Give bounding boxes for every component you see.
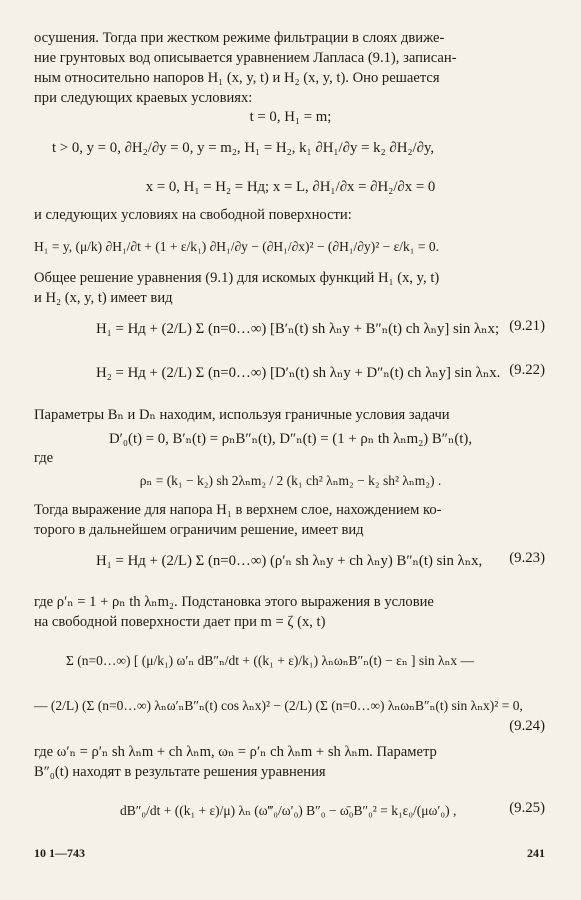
text-line: B″₀(t) находят в результате решения уравнения	[34, 764, 326, 780]
equation: dB″₀/dt + ((k₁ + ε)/μ) λₙ (ω‴₀/ω′₀) B″₀ − ω̄₀B″₀² = k₁ε₀/(μω′₀) ,	[120, 803, 457, 818]
text-line: торого в дальнейшем ограничим решение, имеет вид	[34, 522, 364, 538]
text-line: на свободной поверхности дает при m = ζ (x, t)	[34, 614, 326, 630]
equation-number: (9.23)	[509, 550, 545, 566]
equation: — (2/L) (Σ (n=0…∞) λₙω′ₙB″ₙ(t) cos λₙx)² − (2/L) (Σ (n=0…∞) λₙωₙB″ₙ(t) sin λₙx)² = 0,	[34, 698, 523, 713]
text-line: осушения. Тогда при жестком режиме фильтрации в слоях движе-	[34, 30, 445, 46]
equation: t > 0, y = 0, ∂H₂/∂y = 0, y = m₂, H₁ = H₂, k₁ ∂H₁/∂y = k₂ ∂H₂/∂y,	[52, 140, 435, 156]
printer-signature: 10 1—743	[34, 846, 85, 860]
equation: H₁ = Hд + (2/L) Σ (n=0…∞) [B′ₙ(t) sh λₙy + B″ₙ(t) ch λₙy] sin λₙx;	[96, 321, 500, 337]
equation: H₁ = Hд + (2/L) Σ (n=0…∞) (ρ′ₙ sh λₙy + ch λₙy) B″ₙ(t) sin λₙx,	[96, 553, 483, 569]
equation-number: (9.21)	[509, 318, 545, 334]
text-line: где ω′ₙ = ρ′ₙ sh λₙm + ch λₙm, ωₙ = ρ′ₙ ch λₙm + sh λₙm. Параметр	[34, 744, 437, 760]
equation: x = 0, H₁ = H₂ = Hд; x = L, ∂H₁/∂x = ∂H₂/∂x = 0	[145, 179, 436, 195]
text-line: и следующих условиях на свободной поверхности:	[34, 207, 352, 223]
equation: H₁ = y, (μ/k) ∂H₁/∂t + (1 + ε/k₁) ∂H₁/∂y − (∂H₁/∂x)² − (∂H₁/∂y)² − ε/k₁ = 0.	[34, 239, 439, 254]
equation-number: (9.22)	[509, 362, 545, 378]
equation-number: (9.25)	[509, 800, 545, 816]
page-number: 241	[527, 846, 545, 860]
equation: D′₀(t) = 0, B′ₙ(t) = ρₙB″ₙ(t), D″ₙ(t) = (1 + ρₙ th λₙm₂) B″ₙ(t),	[108, 431, 473, 447]
equation-number: (9.24)	[509, 718, 545, 734]
equation: H₂ = Hд + (2/L) Σ (n=0…∞) [D′ₙ(t) sh λₙy + D″ₙ(t) ch λₙy] sin λₙx.	[96, 365, 501, 381]
text-line: и H₂ (x, y, t) имеет вид	[34, 290, 173, 306]
text-line: где ρ′ₙ = 1 + ρₙ th λₙm₂. Подстановка этого выражения в условие	[34, 594, 434, 610]
equation: ρₙ = (k₁ − k₂) sh 2λₙm₂ / 2 (k₁ ch² λₙm₂ − k₂ sh² λₙm₂) .	[139, 473, 442, 488]
text-line: ние грунтовых вод описывается уравнением Лапласа (9.1), записан-	[34, 50, 457, 66]
text-line: при следующих краевых условиях:	[34, 90, 253, 106]
text-line: ным относительно напоров H₁ (x, y, t) и H₂ (x, y, t). Оно решается	[34, 70, 440, 86]
text-line: Общее решение уравнения (9.1) для искомых функций H₁ (x, y, t)	[34, 270, 440, 286]
text-line: Параметры Bₙ и Dₙ находим, используя граничные условия задачи	[34, 407, 450, 423]
text-line: Тогда выражение для напора H₁ в верхнем слое, нахождением ко-	[34, 502, 442, 518]
equation: t = 0, H₁ = m;	[249, 109, 332, 125]
equation: Σ (n=0…∞) [ (μ/k₁) ω′ₙ dB″ₙ/dt + ((k₁ + ε)/k₁) λₙωₙB″ₙ(t) − εₙ ] sin λₙx —	[66, 653, 475, 668]
text-line: где	[34, 450, 54, 466]
